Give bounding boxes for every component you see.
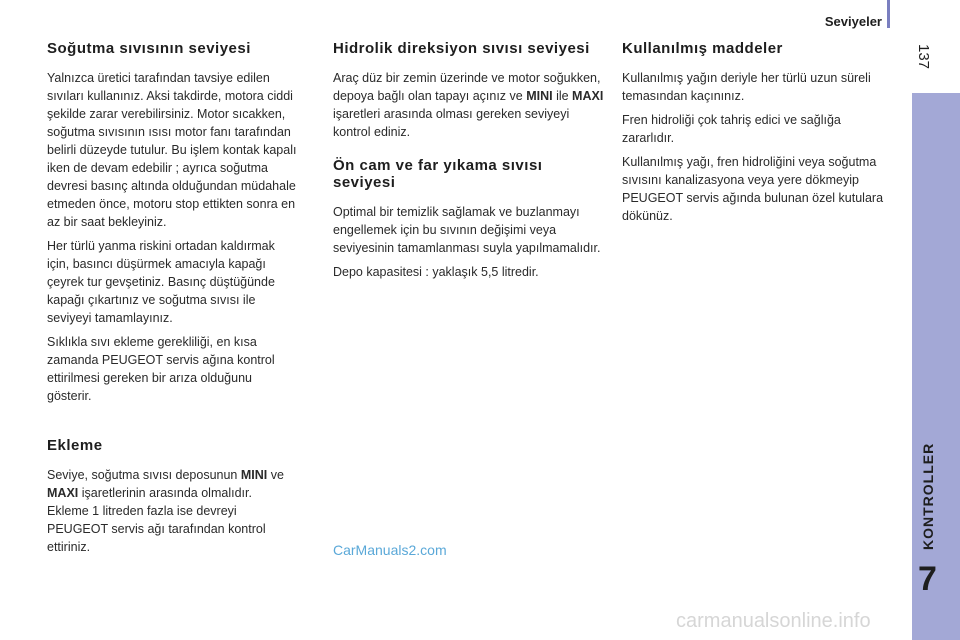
used-products-paragraph-1: Kullanılmış yağın deriyle her türlü uzun süreli temasından kaçınınız. [622,71,871,103]
chapter-label [920,430,940,550]
chapter-side-tab [912,93,960,640]
coolant-paragraph-2: Her türlü yanma riskini ortadan kaldırmak için, basıncı düşürmek amacıyla kapağı çeyrek tur gevşetiniz. Basınç düştüğünde kapağı çıkartınız ve soğutma sıvısı ile seviyeyi tamamlayınız. [47,239,275,325]
maxi-mark: MAXI [572,89,604,103]
topping-up-section [47,437,297,562]
power-steering-paragraph: Araç düz bir zemin üzerinde ve motor soğukken, depoya bağlı olan tapayı açınız ve MINI ile MAXI işaretleri arasında olması gereken seviyeyi kontrol ediniz. [333,71,604,139]
used-products-paragraph-2: Fren hidroliği çok tahriş edici ve sağlığa zararlıdır. [622,113,841,145]
topping-up-heading: Ekleme [47,437,103,454]
topping-up-paragraph: Seviye, soğutma sıvısı deposunun MINI ve MAXI işaretlerinin arasında olmalıdır. Ekleme 1 litreden fazla ise devreyi PEUGEOT servis ağı tarafından kontrol ettiriniz. [47,468,284,554]
power-steering-section [333,40,605,287]
watermark-carmanualsonline: carmanualsonline.info [676,610,871,632]
coolant-paragraph-3: Sıklıkla sıvı ekleme gerekliliği, en kısa zamanda PEUGEOT servis ağına kontrol ettirilmesi gereken bir arıza olduğunu gösterir. [47,335,275,403]
header-rule [887,0,890,28]
washer-fluid-paragraph-2: Depo kapasitesi : yaklaşık 5,5 litredir. [333,265,539,279]
maxi-mark: MAXI [47,486,79,500]
washer-fluid-heading: Ön cam ve far yıkama sıvısı seviyesi [333,157,543,191]
coolant-level-section [47,40,297,411]
washer-fluid-paragraph-1: Optimal bir temizlik sağlamak ve buzlanmayı engellemek için bu sıvının değişimi veya seviyesinin tamamlanması suyla yapılmamalıdır. [333,205,601,255]
chapter-label-text: KONTROLLER [920,442,936,550]
used-products-section [622,40,890,231]
mini-mark: MINI [240,468,268,482]
mini-mark: MINI [526,89,553,103]
coolant-paragraph-1: Yalnızca üretici tarafından tavsiye edilen sıvıları kullanınız. Aksi takdirde, motora ciddi şekilde zarar verebilirsiniz. Motor sıcakken, soğutma sıvısının ısısı motor fanı tarafından belirli düzeyde tutulur. Bu işlem kontak kapalı iken de devam edebilir ; ayrıca soğutma devresi basınç altında olduğundan müdahale etmeden önce, motoru stop ettikten sonra en az bir saat bekleyiniz. [47,71,297,229]
watermark-carmanuals2: CarManuals2.com [333,542,447,558]
coolant-level-heading: Soğutma sıvısının seviyesi [47,40,251,57]
used-products-paragraph-3: Kullanılmış yağı, fren hidroliğini veya soğutma sıvısını kanalizasyona veya yere dökmeyip PEUGEOT servis ağında bulunan özel kutulara dökünüz. [622,155,884,223]
page-number: 137 [915,44,932,70]
power-steering-heading: Hidrolik direksiyon sıvısı seviyesi [333,40,590,57]
section-title: Seviyeler [824,14,882,29]
chapter-number: 7 [918,560,937,598]
used-products-heading: Kullanılmış maddeler [622,40,783,57]
